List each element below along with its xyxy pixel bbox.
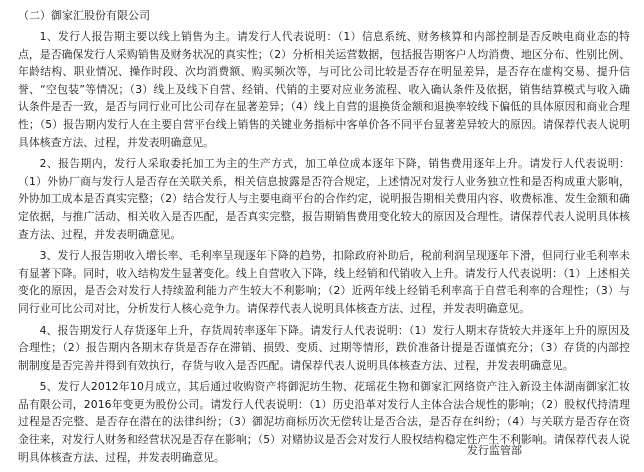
company-heading: （二）御家汇股份有限公司 [18, 9, 150, 22]
question-paragraph-1: 1、发行人报告期主要以线上销售为主。请发行人代表说明：（1）信息系统、财务核算和内部控制是否反映电商业态的特点，是否确保发行人采购销售及财务状况的真实性；（2）分析相关运营数据，包括报告期客户人均消费、地区分布、性别比例、年龄结构、职业情况、操作时段、次均消费额、购买频次等，与可比公司比较是否存在明显差异，是否存在虚构交易、提升信誉、“空包装”等情况；（3）线上及线下自营、经销、代销的主要对应业务流程、收入确认条件及依据，销售结算模式与收入确认条件是否一致，是否与同行业可比公司存在显著差异；（4）线上自营的退换货金额和退换率较线下偏低的具体原因和商业合理性；（5）报告期内发行人在主要自营平台线上销售的关键业务指标中客单价各不同平台显著差异较大的原因。请保荐代表人说明具体核查方法、过程，并发表明确意见。 [18, 30, 630, 149]
question-paragraph-5: 5、发行人2012年10月成立，其后通过收购资产将御泥坊生物、花瑶花生物和御家汇网络资产注入新设主体湖南御家汇妆品有限公司，2016年变更为股份公司。请发行人代表说明：（1）历史沿革对发行人主体合法合规性的影响；（2）股权代持清理过程是否完整、是否存在潜在的法律纠纷；（3）御泥坊商标历次无偿转让是否合法，是否存在纠纷；（4）与关联方是否存在资金往来，对发行人财务和经营状况是否存在影响；（5）对赌协议是否会对发行人股权结构稳定性产生不利影响。请保荐代表人说明具体核查方法、过程，并发表明确意见。 [18, 380, 630, 464]
question-paragraph-3: 3、发行人报告期收入增长率、毛利率呈现逐年下降的趋势，扣除政府补助后，税前利润呈现逐年下滑，但同行业毛利率未有显著下降。同时，收入结构发生显著变化。线上自营收入下降，线上经销和代销收入上升。请发行人代表说明：（1）上述相关变化的原因，是否会对发行人持续盈利能力产生较大不利影响；（2）近两年线上经销毛利率高于自营毛利率的合理性；（3）与同行业可比公司对比，分析发行人核心竞争力。请保荐代表人说明具体核查方法、过程，并发表明确意见。 [18, 249, 630, 315]
issuer-department-signature: 发行监管部 [467, 444, 522, 457]
question-paragraph-4: 4、报告期发行人存货逐年上升，存货周转率逐年下降。请发行人代表说明：（1）发行人期末存货较大并逐年上升的原因及合理性；（2）报告期内各期末存货是否存在滞销、损毁、变质、过期等情形，跌价准备计提是否谨慎充分；（3）存货的内部控制制度是否完善并得到有效执行，存货与收入是否匹配。请保荐代表人说明具体核查方法、过程，并发表明确意见。 [18, 323, 630, 372]
question-paragraph-2: 2、报告期内，发行人采取委托加工为主的生产方式，加工单位成本逐年下降，销售费用逐年上升。请发行人代表说明：（1）外协厂商与发行人是否存在关联关系，相关信息披露是否符合规定，上述情况对发行人业务独立性和是否构成重大影响，外协加工成本是否真实完整；（2）结合发行人与主要电商平台的合作约定，说明报告期相关费用内容、收费标准、发生金额和确定依据，与推广活动、相关收入是否匹配，是否真实完整，报告期销售费用变化较大的原因及合理性。请保荐代表人说明具体核查方法、过程，并发表明确意见。 [18, 157, 630, 241]
